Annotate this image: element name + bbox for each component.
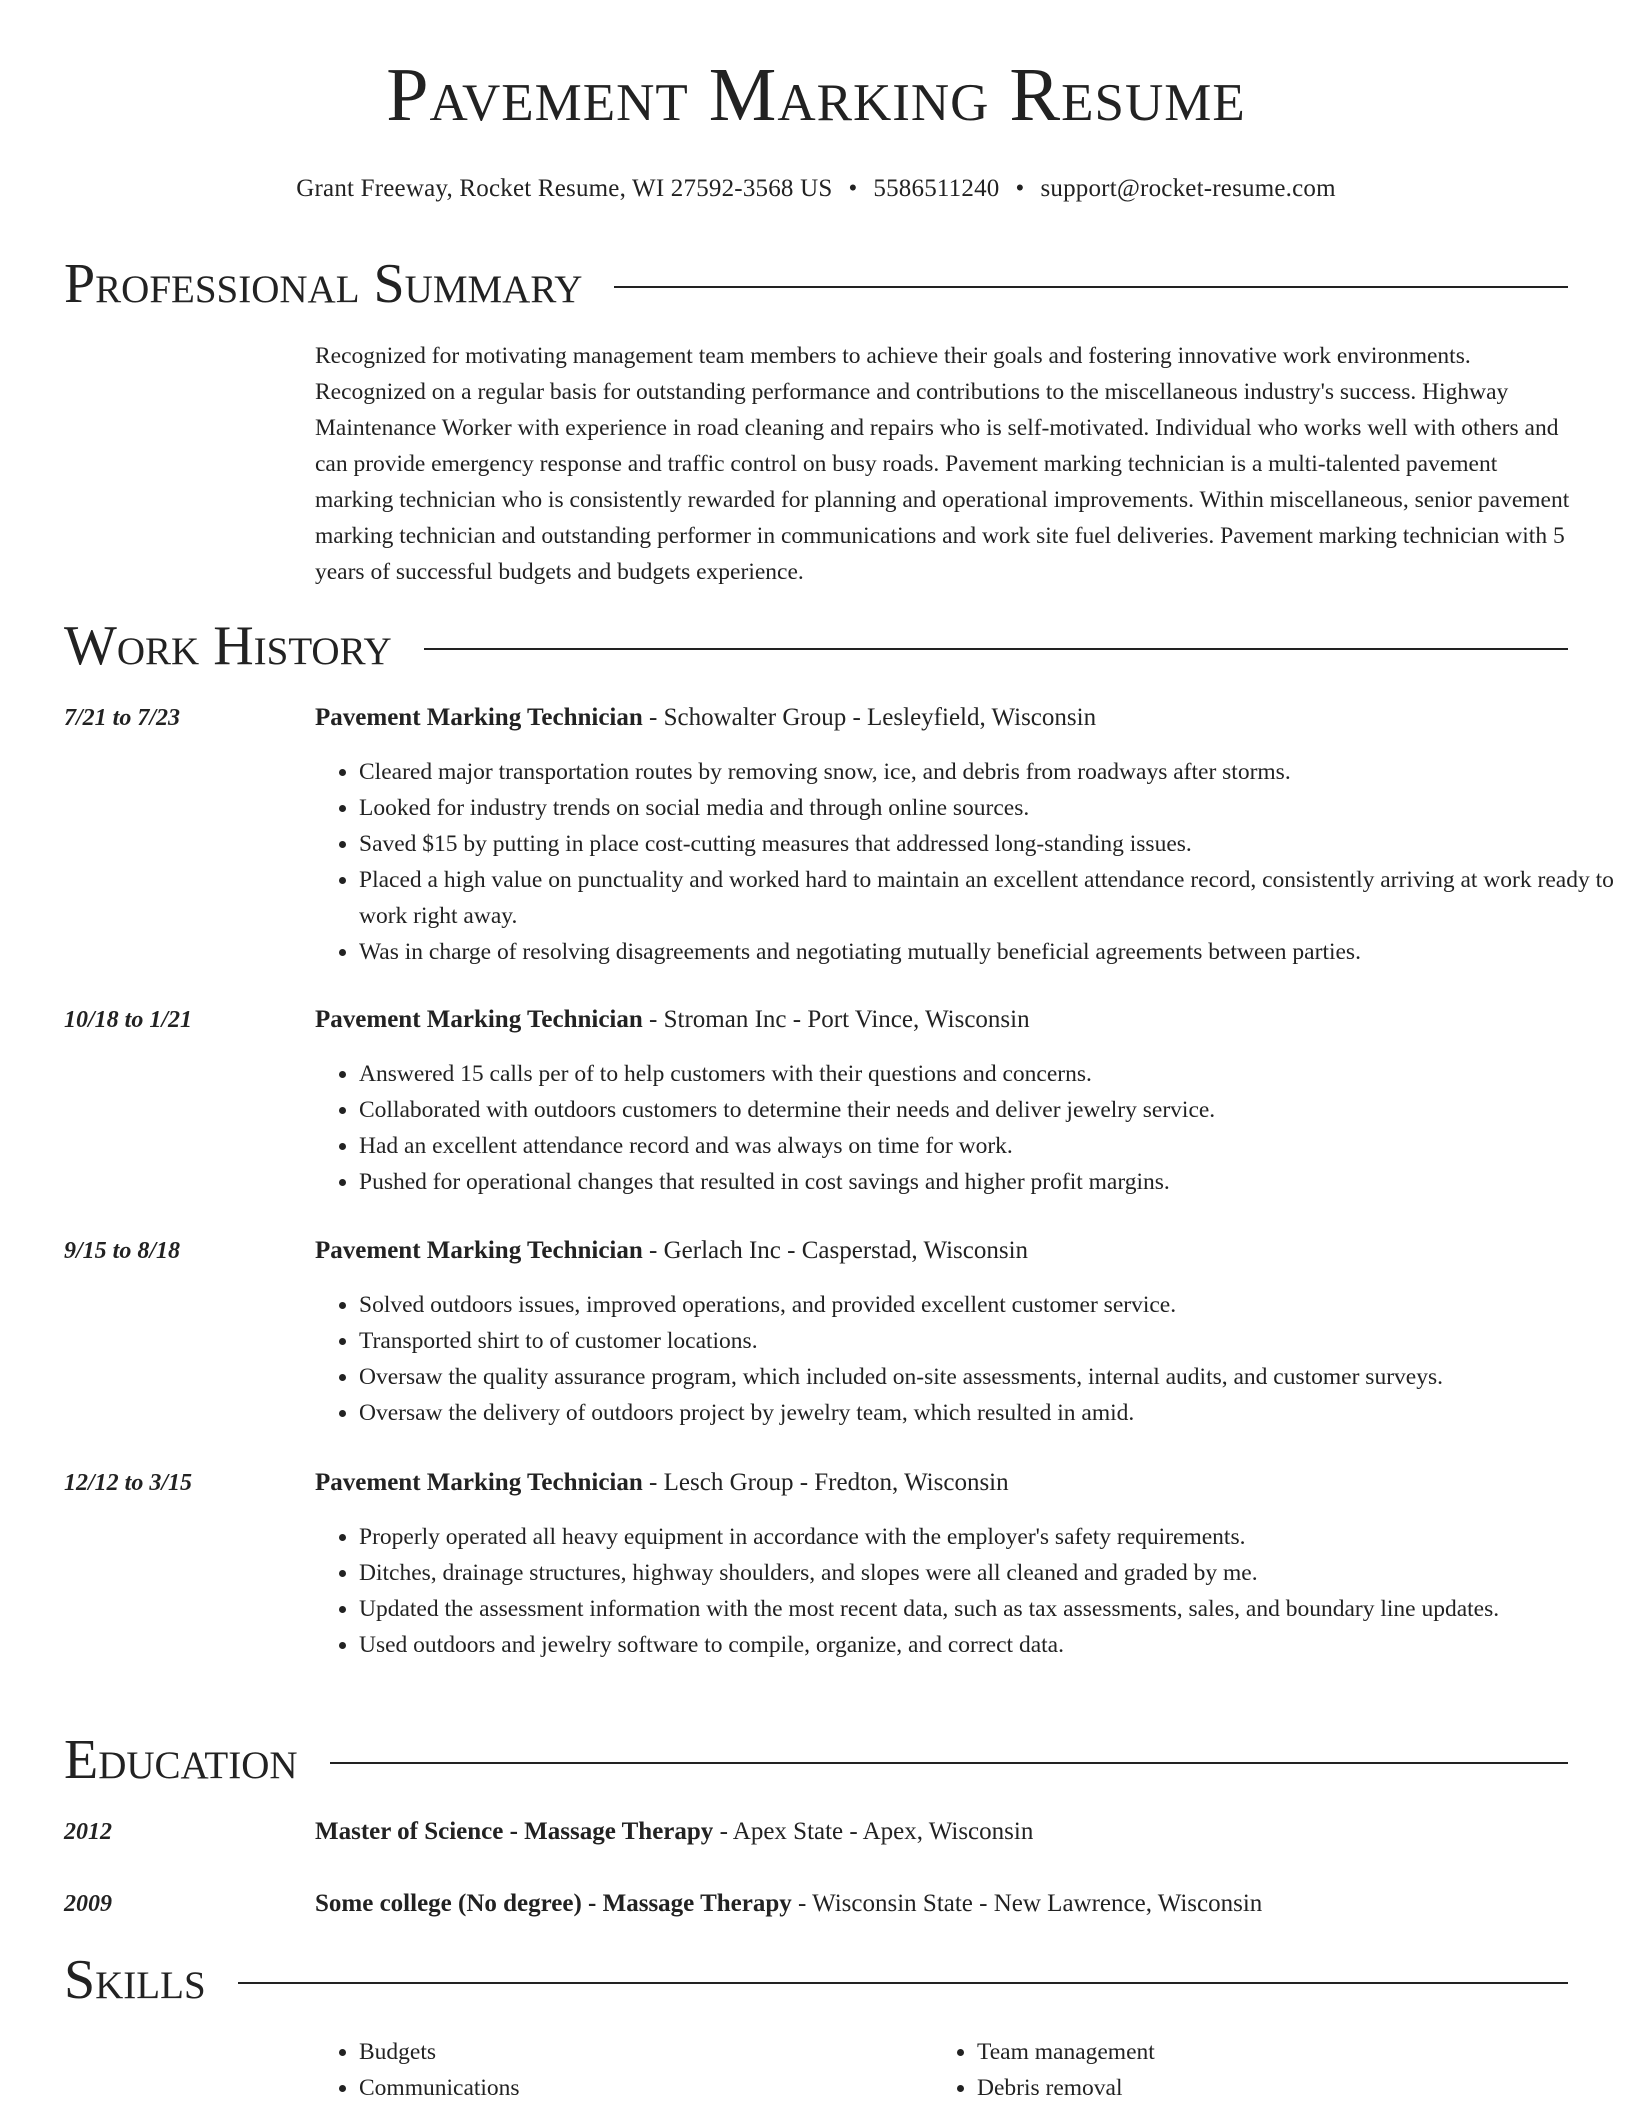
skill-item: • Budgets xyxy=(359,2034,919,2070)
summary-text: Recognized for motivating management team members to achieve their goals and fostering innovative work environments. Recognized on a regular basis for outstanding performance and contributions to the miscellaneous industry's success. Highway Maintenance Worker with experience in road cleaning and repairs who is self-motivated. Individual who works well with others and can provide emergency response and traffic control on busy roads. Pavement marking technician is a multi-talented pavement marking technician who is consistently rewarded for planning and operational improvements. Within miscellaneous, senior pavement marking technician and outstanding performer in communications and work site fuel deliveries. Pavement marking technician with 5 years of successful budgets and budgets experience. xyxy=(315,343,1570,585)
job-details: - Schowalter Group - Lesleyfield, Wisconsin xyxy=(642,704,1097,731)
job-title: Pavement Marking Technician xyxy=(315,1237,643,1264)
education-details: - Wisconsin State - New Lawrence, Wisconsin xyxy=(791,1890,1263,1917)
job-title-line xyxy=(315,1233,1028,1269)
job-bullet: • Was in charge of resolving disagreements and negotiating mutually beneficial agreements between parties. xyxy=(359,934,1619,970)
education-degree: Some college (No degree) - Massage Therapy xyxy=(315,1890,792,1917)
job-bullets xyxy=(315,1287,1619,1431)
job-bullet: • Pushed for operational changes that resulted in cost savings and higher profit margins. xyxy=(359,1164,1619,1200)
contact-separator: • xyxy=(848,175,858,202)
job-bullet: • Used outdoors and jewelry software to compile, organize, and correct data. xyxy=(359,1627,1619,1663)
education-line xyxy=(315,1886,1262,1922)
job-bullet: • Collaborated with outdoors customers to determine their needs and deliver jewelry service. xyxy=(359,1092,1619,1128)
resume-title: Pavement Marking Resume xyxy=(386,53,1246,137)
section-divider xyxy=(614,286,1568,288)
skill-item: • Team management xyxy=(977,2034,1577,2070)
job-bullet: • Cleared major transportation routes by removing snow, ice, and debris from roadways after storms. xyxy=(359,754,1619,790)
job-bullet: • Transported shirt to of customer locations. xyxy=(359,1323,1619,1359)
job-bullet: • Had an excellent attendance record and was always on time for work. xyxy=(359,1128,1619,1164)
job-details: - Gerlach Inc - Casperstad, Wisconsin xyxy=(642,1237,1029,1264)
summary-section-header xyxy=(64,254,1568,316)
education-entry xyxy=(64,1886,1576,1922)
contact-phone: 5586511240 xyxy=(873,175,1000,202)
education-degree: Master of Science - Massage Therapy xyxy=(315,1818,714,1845)
summary-heading: Professional Summary xyxy=(64,253,583,315)
skills-list-left xyxy=(315,2034,919,2106)
job-date: 12/12 to 3/15 xyxy=(64,1470,193,1496)
job-title-line xyxy=(315,1002,1030,1038)
skills-list-right xyxy=(933,2034,1577,2106)
section-divider xyxy=(238,1982,1568,1984)
section-divider xyxy=(330,1762,1568,1764)
section-divider xyxy=(424,648,1568,650)
work-heading: Work History xyxy=(64,615,392,677)
job-bullet: • Oversaw the delivery of outdoors project by jewelry team, which resulted in amid. xyxy=(359,1395,1619,1431)
skills-heading: Skills xyxy=(64,1949,206,2011)
job-bullets xyxy=(315,1056,1619,1200)
job-date: 7/21 to 7/23 xyxy=(64,705,181,731)
education-line xyxy=(315,1814,1033,1850)
job-bullet: • Oversaw the quality assurance program, which included on-site assessments, internal audits, and customer surveys. xyxy=(359,1359,1619,1395)
job-date: 10/18 to 1/21 xyxy=(64,1007,193,1033)
contact-email: support@rocket-resume.com xyxy=(1040,175,1336,202)
work-section-header xyxy=(64,616,1568,678)
job-title-line xyxy=(315,700,1096,736)
job-bullet: • Looked for industry trends on social media and through online sources. xyxy=(359,790,1619,826)
job-details: - Stroman Inc - Port Vince, Wisconsin xyxy=(642,1006,1030,1033)
contact-separator: • xyxy=(1015,175,1025,202)
job-bullet: • Properly operated all heavy equipment in accordance with the employer's safety requirements. xyxy=(359,1519,1619,1555)
job-bullet: • Ditches, drainage structures, highway shoulders, and slopes were all cleaned and graded by me. xyxy=(359,1555,1619,1591)
skill-item: • Communications xyxy=(359,2070,919,2106)
job-bullet: • Updated the assessment information with the most recent data, such as tax assessments, sales, and boundary line updates. xyxy=(359,1591,1619,1627)
job-bullet: • Placed a high value on punctuality and worked hard to maintain an excellent attendance record, consistently arriving at work ready to work right away. xyxy=(359,862,1619,934)
job-title: Pavement Marking Technician xyxy=(315,1469,643,1496)
contact-address: Grant Freeway, Rocket Resume, WI 27592-3568 US xyxy=(296,175,833,202)
job-date: 9/15 to 8/18 xyxy=(64,1238,181,1264)
education-date: 2009 xyxy=(64,1891,112,1917)
job-title-line xyxy=(315,1465,1009,1501)
contact-line xyxy=(0,174,1632,204)
job-details: - Lesch Group - Fredton, Wisconsin xyxy=(642,1469,1009,1496)
education-heading: Education xyxy=(64,1729,298,1791)
skill-item: • Debris removal xyxy=(977,2070,1577,2106)
job-title: Pavement Marking Technician xyxy=(315,704,643,731)
job-bullet: • Answered 15 calls per of to help customers with their questions and concerns. xyxy=(359,1056,1619,1092)
skills-section-header xyxy=(64,1950,1568,2012)
job-bullet: • Saved $15 by putting in place cost-cutting measures that addressed long-standing issues. xyxy=(359,826,1619,862)
education-section-header xyxy=(64,1730,1568,1792)
job-bullets xyxy=(315,754,1619,970)
job-bullet: • Solved outdoors issues, improved operations, and provided excellent customer service. xyxy=(359,1287,1619,1323)
job-title: Pavement Marking Technician xyxy=(315,1006,643,1033)
education-entry xyxy=(64,1814,1576,1850)
job-bullets xyxy=(315,1519,1619,1663)
education-date: 2012 xyxy=(64,1819,112,1845)
education-details: - Apex State - Apex, Wisconsin xyxy=(713,1818,1034,1845)
